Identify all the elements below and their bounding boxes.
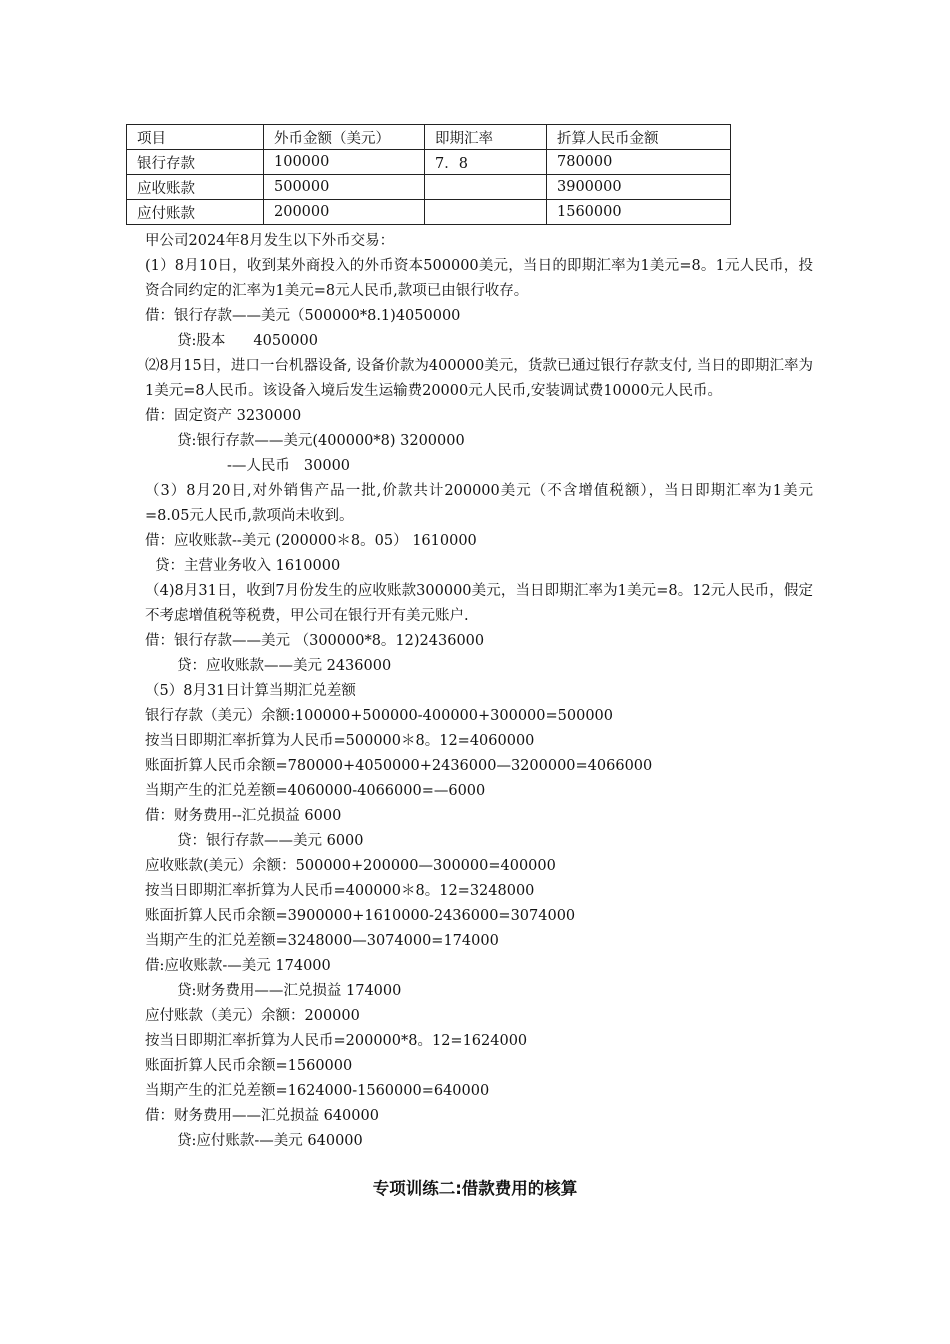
ar-debit: 借:应收账款-—美元 174000 (145, 958, 331, 974)
bank-conversion: 按当日即期汇率折算为人民币=500000＊8。12=4060000 (145, 733, 535, 749)
ar-credit: 贷:财务费用——汇兑损益 174000 (177, 983, 402, 999)
bank-exchange-difference: 当期产生的汇兑差额=4060000-4066000=—6000 (145, 783, 486, 799)
ap-credit: 贷:应付账款-—美元 640000 (177, 1133, 363, 1149)
bank-book-balance: 账面折算人民币余额=780000+4050000+2436000—3200000=4066000 (145, 758, 653, 774)
table-header-cell: 项目 (127, 125, 264, 150)
table-header-cell: 外币金额（美元） (264, 125, 425, 150)
table-header-cell: 即期汇率 (425, 125, 547, 150)
transaction-3-description: （3）8月20日,对外销售产品一批,价款共计200000美元（不含增值税额），当日即期汇率为1美元=8.05元人民币,款项尚未收到。 (145, 483, 813, 524)
transaction-1-description: (1）8月10日，收到某外商投入的外币资本500000美元，当日的即期汇率为1美元=8。1元人民币，投资合同约定的汇率为1美元=8元人民币,款项已由银行收存。 (145, 258, 813, 299)
table-header-row (127, 125, 731, 150)
transaction-2-description: ⑵8月15日，进口一台机器设备, 设备价款为400000美元，货款已通过银行存款支付, 当日的即期汇率为1美元=8人民币。该设备入境后发生运输费20000元人民币,安装调试费10000元人民币。 (145, 358, 813, 399)
table-cell: 3900000 (547, 175, 731, 200)
credit-amount: 4050000 (253, 333, 318, 349)
ap-debit: 借：财务费用——汇兑损益 640000 (145, 1108, 379, 1124)
ar-balance: 应收账款(美元）余额：500000+200000—300000=400000 (145, 858, 556, 874)
transaction-3-debit: 借：应收账款--美元 (200000＊8。05） 1610000 (145, 533, 477, 549)
transaction-1-credit (145, 329, 813, 354)
table-cell: 200000 (264, 200, 425, 225)
table-cell (425, 175, 547, 200)
ar-conversion: 按当日即期汇率折算为人民币=400000＊8。12=3248000 (145, 883, 535, 899)
transaction-1-debit: 借：银行存款——美元（500000*8.1)4050000 (145, 308, 461, 324)
table-cell: 500000 (264, 175, 425, 200)
table-cell: 银行存款 (127, 150, 264, 175)
transaction-4-debit: 借：银行存款——美元 （300000*8。12)2436000 (145, 633, 485, 649)
credit-amount: 30000 (303, 458, 351, 474)
table-row (127, 175, 731, 200)
document-body (145, 229, 813, 1154)
table-cell: 7．8 (425, 150, 547, 175)
ap-balance: 应付账款（美元）余额：200000 (145, 1008, 360, 1024)
section-title: 专项训练二:借款费用的核算 (372, 1179, 578, 1198)
transaction-4-credit: 贷：应收账款——美元 2436000 (177, 658, 392, 674)
bank-debit: 借：财务费用--汇兑损益 6000 (145, 808, 342, 824)
credit-label: -—人民币 (227, 458, 290, 474)
bank-balance: 银行存款（美元）余额:100000+500000-400000+300000=500000 (145, 708, 613, 724)
ap-exchange-difference: 当期产生的汇兑差额=1624000-1560000=640000 (145, 1083, 490, 1099)
table-cell (425, 200, 547, 225)
table-header-cell: 折算人民币金额 (547, 125, 731, 150)
table-cell: 100000 (264, 150, 425, 175)
ap-conversion: 按当日即期汇率折算为人民币=200000*8。12=1624000 (145, 1033, 528, 1049)
transaction-2-credit-rmb (145, 454, 813, 479)
credit-label: 贷:股本 (177, 333, 226, 349)
ar-exchange-difference: 当期产生的汇兑差额=3248000—3074000=174000 (145, 933, 499, 949)
exchange-rate-table (126, 124, 731, 225)
table-cell: 应付账款 (127, 200, 264, 225)
bank-credit: 贷：银行存款——美元 6000 (177, 833, 364, 849)
ar-book-balance: 账面折算人民币余额=3900000+1610000-2436000=3074000 (145, 908, 576, 924)
intro-text: 甲公司2024年8月发生以下外币交易： (145, 233, 395, 249)
transaction-5-title: （5）8月31日计算当期汇兑差额 (145, 683, 356, 699)
ap-book-balance: 账面折算人民币余额=1560000 (145, 1058, 353, 1074)
transaction-3-credit: 贷：主营业务收入 1610000 (155, 558, 341, 574)
table-row (127, 150, 731, 175)
transaction-2-credit-usd: 贷:银行存款——美元(400000*8) 3200000 (177, 433, 465, 449)
table-cell: 1560000 (547, 200, 731, 225)
transaction-4-description: （4)8月31日，收到7月份发生的应收账款300000美元，当日即期汇率为1美元=8。12元人民币，假定不考虑增值税等税费，甲公司在银行开有美元账户. (145, 583, 813, 624)
table-cell: 应收账款 (127, 175, 264, 200)
table-row (127, 200, 731, 225)
table-cell: 780000 (547, 150, 731, 175)
transaction-2-debit: 借：固定资产 3230000 (145, 408, 302, 424)
